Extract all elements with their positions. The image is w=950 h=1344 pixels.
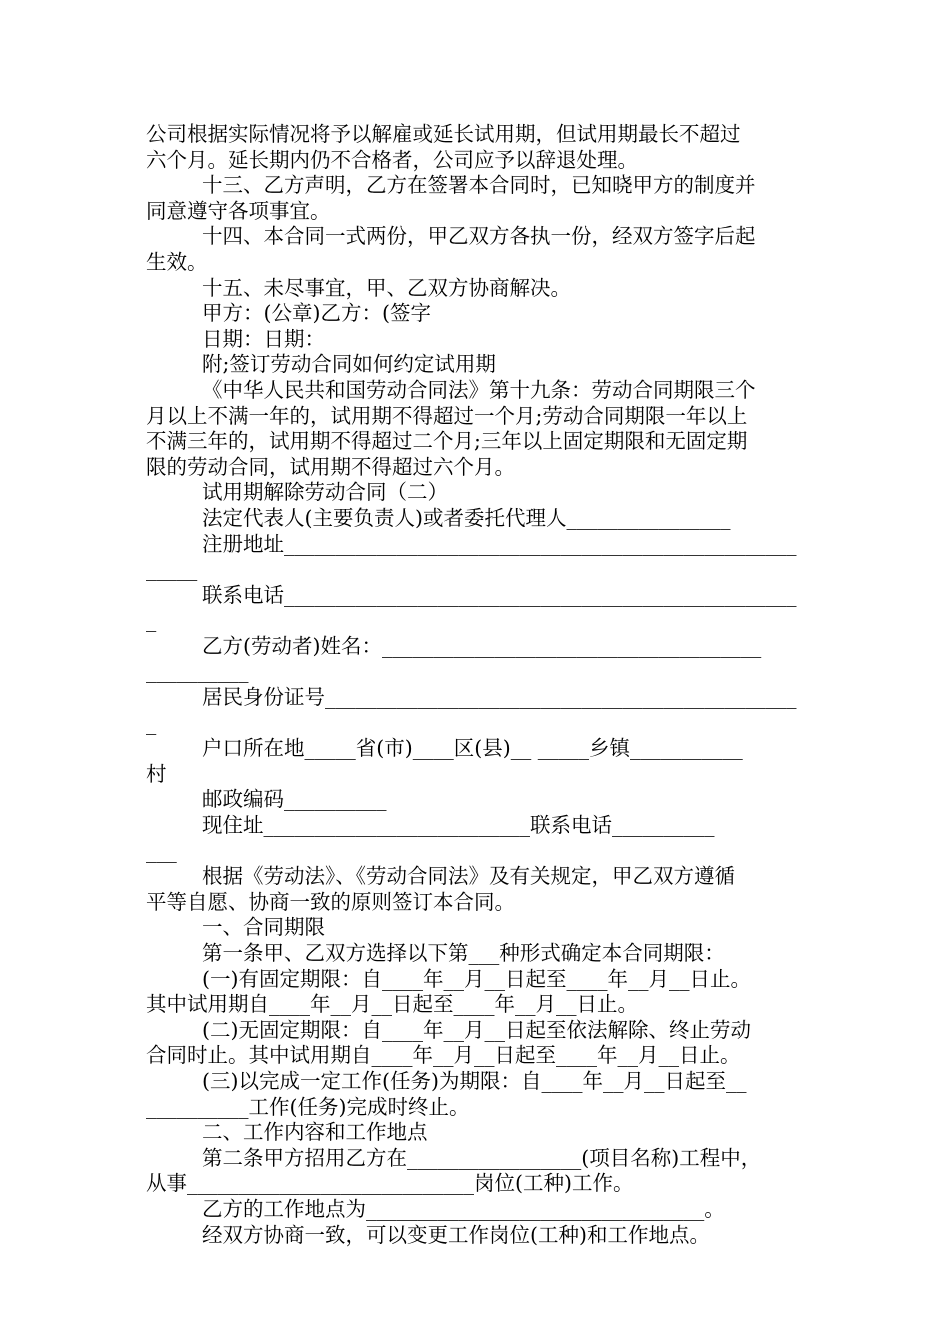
- clause-14-line-2: 生效。: [146, 249, 208, 274]
- contact-phone-field: 联系电话__________________________________________________: [202, 582, 797, 607]
- law-text-line-4: 限的劳动合同，试用期不得超过六个月。: [146, 454, 515, 479]
- employee-name-field: 乙方(劳动者)姓名：_____________________________________: [202, 633, 762, 658]
- preamble-line-2: 平等自愿、协商一致的原则签订本合同。: [146, 889, 515, 914]
- law-text-line-2: 月以上不满一年的，试用期不得超过一个月;劳动合同期限一年以上: [146, 403, 748, 428]
- open-term-line-1: (二)无固定期限：自____年__月__日起至依法解除、终止劳动: [202, 1017, 751, 1042]
- fixed-term-line-2: 其中试用期自____年__月__日起至____年__月__日止。: [146, 992, 638, 1017]
- signature-line: 甲方：(公章)乙方：(签字: [202, 301, 431, 326]
- contact-phone-field-cont: _: [146, 608, 157, 633]
- change-clause: 经双方协商一致，可以变更工作岗位(工种)和工作地点。: [202, 1222, 710, 1247]
- preamble-line-1: 根据《劳动法》、《劳动合同法》及有关规定，甲乙双方遵循: [202, 864, 735, 889]
- heading-work-content: 二、工作内容和工作地点: [202, 1120, 428, 1145]
- id-number-field-cont: _: [146, 710, 157, 735]
- household-registration-field-cont: 村: [146, 761, 167, 786]
- legal-representative-field: 法定代表人(主要负责人)或者委托代理人________________: [202, 505, 731, 530]
- date-line: 日期：日期：: [202, 326, 325, 351]
- registered-address-field: 注册地址__________________________________________________: [202, 531, 797, 556]
- clause-15: 十五、未尽事宜，甲、乙双方协商解决。: [202, 275, 571, 300]
- article-1: 第一条甲、乙双方选择以下第___种形式确定本合同期限：: [202, 941, 725, 965]
- law-text-line-1: 《中华人民共和国劳动合同法》第十九条：劳动合同期限三个: [202, 377, 756, 402]
- household-registration-field: 户口所在地_____省(市)____区(县)__ _____乡镇___________: [202, 736, 743, 761]
- id-number-field: 居民身份证号______________________________________________: [202, 685, 797, 710]
- text-line-1: 公司根据实际情况将予以解雇或延长试用期，但试用期最长不超过: [146, 122, 741, 146]
- text-line-2: 六个月。延长期内仍不合格者，公司应予以辞退处理。: [146, 147, 638, 172]
- law-text-line-3: 不满三年的，试用期不得超过二个月;三年以上固定期限和无固定期: [146, 429, 748, 454]
- appendix-title: 附;签订劳动合同如何约定试用期: [202, 352, 496, 377]
- article-2-line-1: 第二条甲方招用乙方在_________________(项目名称)工程中，: [202, 1145, 762, 1170]
- clause-14-line-1: 十四、本合同一式两份，甲乙双方各执一份，经双方签字后起: [202, 224, 756, 249]
- current-address-field-cont: ___: [146, 838, 177, 863]
- heading-contract-term: 一、合同期限: [202, 915, 325, 940]
- section-title-2: 试用期解除劳动合同（二）: [202, 480, 448, 505]
- fixed-term-line-1: (一)有固定期限：自____年__月__日起至____年__月__日止。: [202, 966, 751, 991]
- current-address-field: 现住址__________________________联系电话__________: [202, 813, 715, 838]
- clause-13-line-2: 同意遵守各项事宜。: [146, 198, 331, 223]
- registered-address-field-cont: _____: [146, 557, 198, 582]
- postal-code-field: 邮政编码__________: [202, 787, 387, 812]
- employee-name-field-cont: __________: [146, 659, 249, 684]
- work-location-field: 乙方的工作地点为_________________________________。: [202, 1196, 725, 1221]
- task-term-line-2: __________工作(任务)完成时终止。: [146, 1094, 470, 1119]
- open-term-line-2: 合同时止。其中试用期自____年__月__日起至____年__月__日止。: [146, 1043, 741, 1068]
- article-2-line-2: 从事____________________________岗位(工种)工作。: [146, 1171, 634, 1196]
- task-term-line-1: (三)以完成一定工作(任务)为期限：自____年__月__日起至__: [202, 1068, 747, 1093]
- clause-13-line-1: 十三、乙方声明，乙方在签署本合同时，已知晓甲方的制度并: [202, 173, 756, 198]
- document-page: [146, 122, 810, 1248]
